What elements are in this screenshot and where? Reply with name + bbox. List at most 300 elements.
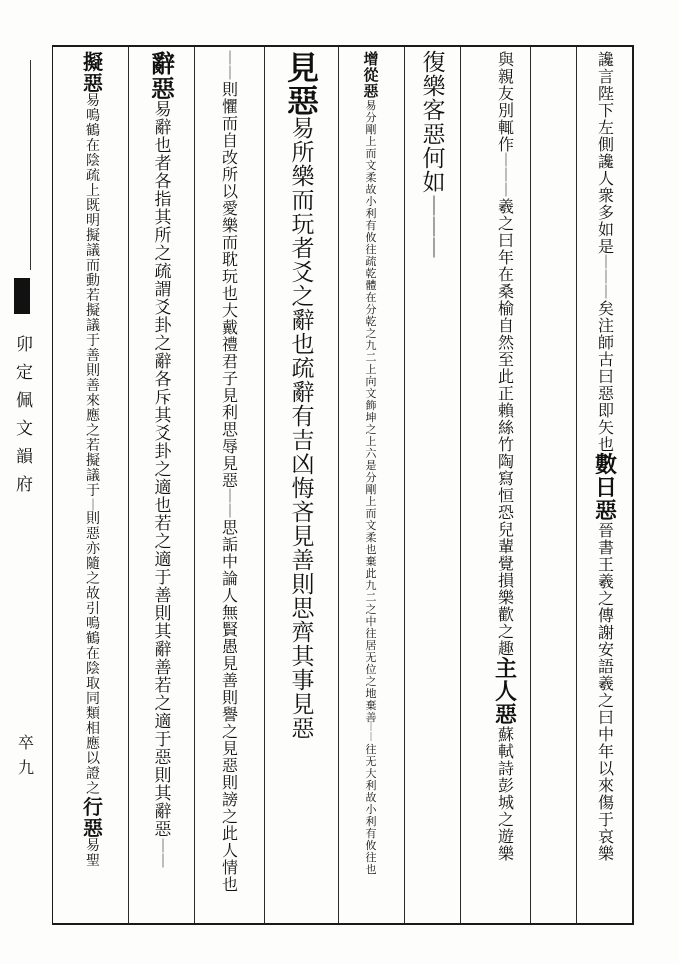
margin-title-char: 府 <box>16 475 33 495</box>
text-char: 君 <box>221 352 238 371</box>
text-char: 矢 <box>597 418 614 437</box>
text-char: 人 <box>221 586 238 605</box>
text-char: 絲 <box>497 418 514 437</box>
text-char: 傳 <box>597 606 614 625</box>
text-char: 同 <box>86 691 100 707</box>
text-char: 適 <box>154 478 172 498</box>
text-char: 各 <box>154 370 172 390</box>
text-char: 爻 <box>154 298 172 318</box>
text-char: 禮 <box>221 335 238 354</box>
text-char: 小 <box>365 803 377 816</box>
text-char: 動 <box>86 273 100 289</box>
text-char: 人 <box>221 841 238 860</box>
text-char: 此 <box>365 567 377 580</box>
text-char: 之 <box>365 423 377 436</box>
text-char: 以 <box>86 751 100 767</box>
text-char: 而 <box>221 233 238 252</box>
text-char: 見 <box>221 386 238 405</box>
text-char: 恒 <box>497 486 514 505</box>
text-char: 有 <box>365 827 377 840</box>
text-char: 羲 <box>597 674 614 693</box>
text-char: 无 <box>365 755 377 768</box>
text-char: 中 <box>597 725 614 744</box>
headword-char: 擬 <box>83 50 103 74</box>
text-char: 而 <box>365 147 377 160</box>
column-rule <box>338 47 339 923</box>
margin-line <box>30 60 31 270</box>
text-char: 如 <box>597 220 614 239</box>
text-char: 議 <box>86 243 100 259</box>
text-char: 若 <box>154 676 172 696</box>
text-char: 讒 <box>597 152 614 171</box>
text-char: 曰 <box>597 367 614 386</box>
text-char: 樂 <box>221 216 238 235</box>
text-char: 有 <box>365 219 377 232</box>
text-char: 在 <box>497 265 514 284</box>
text-char: 其 <box>291 644 315 670</box>
text-char: 之 <box>365 675 377 688</box>
column-rule <box>128 47 129 923</box>
text-char: 利 <box>365 815 377 828</box>
text-char: 讒 <box>597 50 614 69</box>
text-char: 愚 <box>221 637 238 656</box>
text-char: 分 <box>365 303 377 316</box>
text-char: 樂 <box>422 74 446 100</box>
text-char: 玩 <box>221 267 238 286</box>
text-char: 別 <box>497 101 514 120</box>
repeat-mark: ｜ <box>223 51 237 67</box>
margin-title-char: 文 <box>16 419 33 439</box>
text-char: 羲 <box>497 197 514 216</box>
text-char: 與 <box>497 50 514 69</box>
text-char: 攸 <box>365 231 377 244</box>
text-char: 于 <box>154 730 172 750</box>
headword-char: 人 <box>494 679 517 705</box>
text-char: 蘇 <box>497 725 514 744</box>
text-char: 之 <box>291 284 315 310</box>
text-char: 故 <box>86 586 100 602</box>
text-char: 曰 <box>597 708 614 727</box>
text-char: 復 <box>422 50 446 76</box>
text-char: 則 <box>221 688 238 707</box>
text-char: 晉 <box>597 521 614 540</box>
text-char: 于 <box>154 568 172 588</box>
text-char: 相 <box>86 721 100 737</box>
column-rule <box>576 47 577 923</box>
text-char: 思 <box>221 518 238 537</box>
text-char: 惡 <box>291 716 315 742</box>
text-char: 賴 <box>497 401 514 420</box>
text-char: 謝 <box>597 623 614 642</box>
text-char: 飾 <box>365 399 377 412</box>
text-char: 柔 <box>365 171 377 184</box>
text-column-2 <box>484 52 528 912</box>
text-char: 即 <box>597 401 614 420</box>
text-column-1 <box>584 52 628 912</box>
headword-char: 惡 <box>494 702 517 728</box>
text-char: 有 <box>291 404 315 430</box>
text-char: 九 <box>365 579 377 592</box>
text-char: 既 <box>86 198 100 214</box>
text-char: 側 <box>597 135 614 154</box>
text-char: 適 <box>154 550 172 570</box>
text-char: 則 <box>154 604 172 624</box>
text-char: 哀 <box>597 827 614 846</box>
text-char: 易 <box>154 100 172 120</box>
text-char: 之 <box>221 807 238 826</box>
text-char: 而 <box>365 507 377 520</box>
text-char: 擬 <box>86 303 100 319</box>
repeat-mark: ｜ <box>223 489 237 505</box>
column-rule <box>460 47 461 923</box>
text-char: 善 <box>365 711 377 724</box>
text-char: 之 <box>86 781 100 797</box>
text-char: 所 <box>291 140 315 166</box>
text-char: 軾 <box>497 742 514 761</box>
text-char: 而 <box>291 188 315 214</box>
text-char: 善 <box>291 548 315 574</box>
text-char: 指 <box>154 190 172 210</box>
text-char: 其 <box>154 784 172 804</box>
text-char: 之 <box>154 460 172 480</box>
text-column-7 <box>134 49 192 912</box>
fishtail-mark-icon <box>14 278 30 314</box>
text-char: 證 <box>86 766 100 782</box>
text-char: 恐 <box>497 503 514 522</box>
text-char: 懼 <box>221 97 238 116</box>
text-char: 无 <box>365 651 377 664</box>
text-char: 若 <box>86 288 100 304</box>
text-char: 往 <box>365 851 377 864</box>
text-char: 中 <box>365 615 377 628</box>
text-char: 是 <box>597 237 614 256</box>
text-char: 是 <box>365 459 377 472</box>
headword-char: 日 <box>594 475 617 501</box>
text-char: 大 <box>365 767 377 780</box>
text-char: 類 <box>86 706 100 722</box>
text-char: 于 <box>597 810 614 829</box>
text-char: 上 <box>365 495 377 508</box>
text-char: 隨 <box>86 556 100 572</box>
headword-char: 惡 <box>83 71 103 95</box>
text-char: 上 <box>365 363 377 376</box>
text-char: 應 <box>86 736 100 752</box>
text-column-5 <box>272 49 334 912</box>
text-char: 二 <box>365 351 377 364</box>
text-char: 竹 <box>497 435 514 454</box>
text-char: 書 <box>597 538 614 557</box>
margin-title-char: 卯 <box>16 335 33 355</box>
headword-char: 從 <box>363 66 379 84</box>
text-char: 自 <box>221 131 238 150</box>
text-char: 之 <box>497 622 514 641</box>
text-char: 吉 <box>291 428 315 454</box>
text-column-6 <box>200 52 260 912</box>
text-char: 也 <box>154 136 172 156</box>
text-char: 之 <box>597 691 614 710</box>
text-char: 其 <box>154 208 172 228</box>
text-char: 鶴 <box>86 631 100 647</box>
text-char: 曰 <box>497 231 514 250</box>
text-char: 引 <box>86 601 100 617</box>
text-char: 分 <box>365 111 377 124</box>
text-char: 正 <box>497 384 514 403</box>
text-char: 自 <box>497 316 514 335</box>
text-char: 往 <box>365 627 377 640</box>
text-char: 損 <box>497 571 514 590</box>
headword-char: 惡 <box>594 498 617 524</box>
text-char: 利 <box>365 207 377 220</box>
column-rule <box>194 47 195 923</box>
text-char: 所 <box>154 226 172 246</box>
text-char: 適 <box>154 712 172 732</box>
text-char: 陶 <box>497 452 514 471</box>
text-char: 注 <box>597 316 614 335</box>
text-char: 則 <box>221 773 238 792</box>
text-char: 之 <box>154 334 172 354</box>
text-column-8 <box>62 52 124 912</box>
repeat-mark: ｜ <box>223 504 237 520</box>
text-char: 鳴 <box>86 108 100 124</box>
text-char: 此 <box>221 824 238 843</box>
text-char: 善 <box>154 586 172 606</box>
text-char: 思 <box>291 596 315 622</box>
text-char: 城 <box>497 793 514 812</box>
margin-title-char: 韻 <box>16 447 33 467</box>
text-char: 在 <box>86 138 100 154</box>
page-number-char: 卒 <box>18 733 35 752</box>
text-char: 趣 <box>497 639 514 658</box>
text-char: 輒 <box>497 118 514 137</box>
text-char: 之 <box>154 244 172 264</box>
text-column-4 <box>342 52 400 912</box>
text-char: 則 <box>291 572 315 598</box>
text-char: 樂 <box>497 588 514 607</box>
text-char: 年 <box>497 248 514 267</box>
headword-char: 見 <box>286 49 319 87</box>
text-char: 之 <box>497 214 514 233</box>
text-char: 愛 <box>221 199 238 218</box>
text-char: 以 <box>221 182 238 201</box>
text-char: 其 <box>154 406 172 426</box>
headword-char: 惡 <box>83 816 103 840</box>
text-char: 左 <box>597 118 614 137</box>
text-char: 論 <box>221 569 238 588</box>
page-number <box>18 730 34 778</box>
text-char: 在 <box>86 646 100 662</box>
text-char: 傷 <box>597 793 614 812</box>
text-char: 詬 <box>221 535 238 554</box>
text-char: 棄 <box>365 699 377 712</box>
text-char: 于 <box>86 483 100 499</box>
repeat-mark: ｜ <box>599 285 613 301</box>
text-char: 體 <box>365 279 377 292</box>
text-char: 桑 <box>497 282 514 301</box>
text-char: 羲 <box>597 572 614 591</box>
text-char: 議 <box>86 468 100 484</box>
text-char: 二 <box>365 591 377 604</box>
text-char: 年 <box>597 742 614 761</box>
text-char: 寫 <box>497 469 514 488</box>
text-char: 則 <box>154 766 172 786</box>
text-char: 然 <box>497 333 514 352</box>
text-char: 在 <box>365 291 377 304</box>
repeat-mark: ｜ <box>223 66 237 82</box>
text-char: 鶴 <box>86 123 100 139</box>
text-char: 惡 <box>597 384 614 403</box>
text-char: 文 <box>365 387 377 400</box>
text-char: 也 <box>221 284 238 303</box>
text-char: 也 <box>365 543 377 556</box>
text-char: 古 <box>597 350 614 369</box>
column-rule <box>264 47 265 923</box>
text-char: 事 <box>291 668 315 694</box>
repeat-mark: ｜ <box>424 215 444 239</box>
text-char: 柔 <box>365 531 377 544</box>
text-char: 易 <box>291 116 315 142</box>
text-char: 凶 <box>291 452 315 478</box>
text-char: 惡 <box>221 471 238 490</box>
text-char: 遊 <box>497 827 514 846</box>
text-char: 之 <box>86 423 100 439</box>
text-char: 客 <box>422 98 446 124</box>
margin-title-char: 定 <box>16 363 33 383</box>
text-column-3 <box>414 52 454 912</box>
text-char: 之 <box>597 589 614 608</box>
text-char: 子 <box>221 369 238 388</box>
text-char: 辭 <box>154 352 172 372</box>
text-char: 王 <box>597 555 614 574</box>
text-char: 也 <box>221 875 238 894</box>
text-char: 故 <box>365 791 377 804</box>
text-char: 善 <box>154 658 172 678</box>
text-char: 見 <box>221 454 238 473</box>
text-char: 擬 <box>86 453 100 469</box>
text-char: 如 <box>422 170 446 196</box>
text-char: 文 <box>365 519 377 532</box>
text-char: 若 <box>86 438 100 454</box>
text-char: 見 <box>221 654 238 673</box>
text-char: 樂 <box>597 844 614 863</box>
text-char: 也 <box>365 863 377 876</box>
text-char: 言 <box>597 67 614 86</box>
text-char: 惡 <box>422 122 446 148</box>
column-rule <box>404 47 405 923</box>
text-char: 若 <box>154 514 172 534</box>
text-char: 辱 <box>221 437 238 456</box>
headword-char: 增 <box>363 50 379 68</box>
text-char: 來 <box>597 776 614 795</box>
text-char: 辭 <box>291 308 315 334</box>
text-char: 小 <box>365 195 377 208</box>
text-char: 也 <box>154 496 172 516</box>
repeat-mark: ｜ <box>599 255 613 271</box>
text-char: 之 <box>365 327 377 340</box>
text-char: 疏 <box>86 168 100 184</box>
text-char: 上 <box>365 135 377 148</box>
text-char: 所 <box>221 165 238 184</box>
text-char: 玩 <box>291 212 315 238</box>
text-char: 矣 <box>597 299 614 318</box>
text-char: 耽 <box>221 250 238 269</box>
text-char: 爻 <box>291 260 315 286</box>
text-char: 剛 <box>365 483 377 496</box>
text-char: 而 <box>86 258 100 274</box>
headword-char: 數 <box>594 452 617 478</box>
text-char: 譽 <box>221 705 238 724</box>
text-char: 者 <box>154 154 172 174</box>
text-char: 齊 <box>291 620 315 646</box>
text-char: 覺 <box>497 554 514 573</box>
text-char: 陰 <box>86 661 100 677</box>
text-char: 吝 <box>291 500 315 526</box>
text-char: 謂 <box>154 280 172 300</box>
text-char: 見 <box>291 524 315 550</box>
text-char: 文 <box>365 159 377 172</box>
text-char: 善 <box>221 671 238 690</box>
text-char: 往 <box>365 743 377 756</box>
text-char: 乾 <box>365 315 377 328</box>
text-char: 陛 <box>597 84 614 103</box>
text-char: 棄 <box>365 555 377 568</box>
text-char: 無 <box>221 603 238 622</box>
text-char: 攸 <box>365 839 377 852</box>
headword-char: 惡 <box>363 82 379 100</box>
text-char: 改 <box>221 148 238 167</box>
text-char: 居 <box>365 639 377 652</box>
text-char: 安 <box>597 640 614 659</box>
headword-char: 惡 <box>151 74 175 103</box>
text-char: 坤 <box>365 411 377 424</box>
text-char: 九 <box>365 339 377 352</box>
text-char: 輩 <box>497 537 514 556</box>
text-char: 易 <box>365 99 377 112</box>
text-char: 上 <box>86 183 100 199</box>
repeat-mark: ｜ <box>156 854 170 870</box>
text-char: 樂 <box>291 164 315 190</box>
text-char: 善 <box>86 378 100 394</box>
repeat-mark: ｜ <box>424 194 444 218</box>
text-char: 至 <box>497 350 514 369</box>
text-char: 卦 <box>154 316 172 336</box>
page-number-char: 九 <box>18 758 35 777</box>
headword-char: 惡 <box>286 82 319 120</box>
text-char: 利 <box>365 779 377 792</box>
text-char: 向 <box>365 375 377 388</box>
text-char: 卦 <box>154 442 172 462</box>
text-char: 悔 <box>291 476 315 502</box>
text-char: 何 <box>422 146 446 172</box>
text-char: 之 <box>365 603 377 616</box>
text-char: 惡 <box>221 756 238 775</box>
text-char: 而 <box>221 114 238 133</box>
text-char: 其 <box>154 622 172 642</box>
text-char: 此 <box>497 367 514 386</box>
text-char: 之 <box>154 532 172 552</box>
repeat-mark: ｜ <box>86 498 99 512</box>
text-char: 亦 <box>86 541 100 557</box>
text-char: 乾 <box>365 267 377 280</box>
repeat-mark: ｜ <box>499 183 513 199</box>
text-char: 明 <box>86 213 100 229</box>
text-char: 也 <box>597 435 614 454</box>
text-char: 師 <box>597 333 614 352</box>
text-char: 親 <box>497 67 514 86</box>
text-char: 取 <box>86 676 100 692</box>
text-char: 見 <box>221 739 238 758</box>
text-char: 兒 <box>497 520 514 539</box>
text-char: 賢 <box>221 620 238 639</box>
